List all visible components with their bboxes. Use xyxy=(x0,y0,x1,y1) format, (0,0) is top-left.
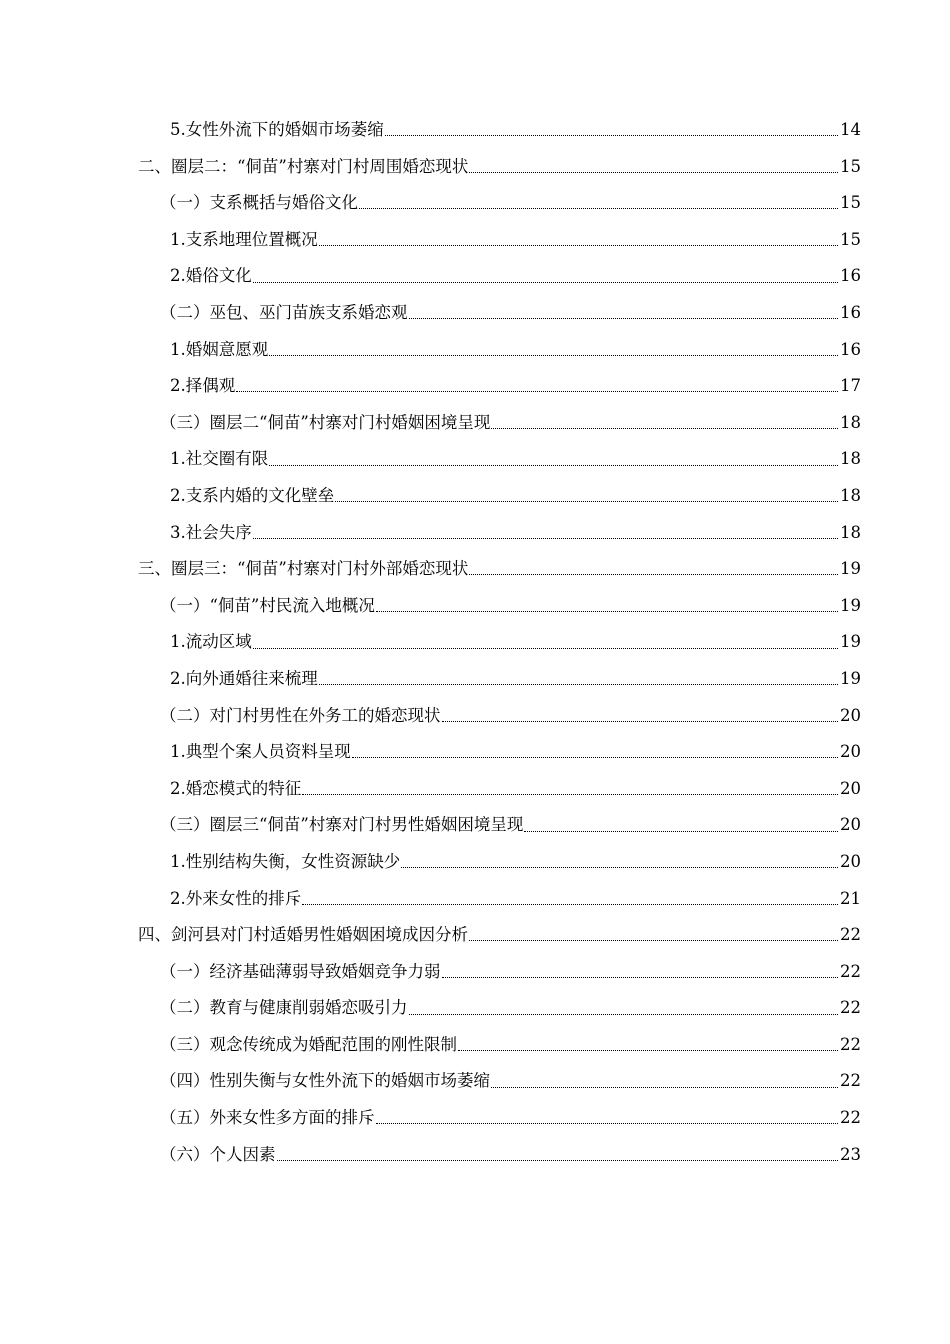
toc-entry[interactable] xyxy=(0,441,950,478)
toc-entry-label: （六）个人因素 xyxy=(160,1144,276,1164)
toc-entry[interactable] xyxy=(0,624,950,661)
toc-entry-label: 2.外来女性的排斥 xyxy=(170,888,302,908)
toc-entry[interactable] xyxy=(0,771,950,808)
toc-page-number: 22 xyxy=(840,925,861,945)
toc-dot-leader xyxy=(385,135,838,136)
toc-entry-label: （三）圈层三“侗苗”村寨对门村男性婚姻困境呈现 xyxy=(160,815,524,835)
toc-dot-leader xyxy=(401,867,838,868)
toc-page-number: 23 xyxy=(840,1144,861,1164)
toc-dot-leader xyxy=(469,574,838,575)
toc-entry[interactable] xyxy=(0,588,950,625)
toc-entry[interactable] xyxy=(0,990,950,1027)
toc-entry[interactable] xyxy=(0,478,950,515)
toc-dot-leader xyxy=(236,391,838,392)
toc-entry-label: 1.流动区域 xyxy=(170,632,252,652)
toc-page-number: 22 xyxy=(840,961,861,981)
toc-entry[interactable] xyxy=(0,222,950,259)
toc-entry[interactable] xyxy=(0,1063,950,1100)
toc-entry-label: 1.婚姻意愿观 xyxy=(170,339,269,359)
toc-page-number: 21 xyxy=(840,888,861,908)
toc-dot-leader xyxy=(253,282,838,283)
toc-page-number: 16 xyxy=(840,266,861,286)
toc-dot-leader xyxy=(524,831,838,832)
toc-entry-label: （一）“侗苗”村民流入地概况 xyxy=(160,595,375,615)
toc-entry[interactable] xyxy=(0,917,950,954)
toc-entry[interactable] xyxy=(0,332,950,369)
toc-dot-leader xyxy=(302,904,838,905)
toc-entry-label: （二）教育与健康削弱婚恋吸引力 xyxy=(160,998,408,1018)
toc-page-number: 17 xyxy=(840,376,861,396)
toc-dot-leader xyxy=(269,465,838,466)
toc-page-number: 18 xyxy=(840,485,861,505)
toc-entry[interactable] xyxy=(0,295,950,332)
toc-dot-leader xyxy=(442,977,839,978)
toc-dot-leader xyxy=(376,1123,839,1124)
toc-entry[interactable] xyxy=(0,1137,950,1174)
toc-entry-label: 2.婚俗文化 xyxy=(170,266,252,286)
toc-entry[interactable] xyxy=(0,149,950,186)
toc-page-number: 15 xyxy=(840,193,861,213)
toc-entry-label: （三）圈层二“侗苗”村寨对门村婚姻困境呈现 xyxy=(160,412,491,432)
toc-page-number: 22 xyxy=(840,998,861,1018)
toc-page-number: 20 xyxy=(840,778,861,798)
toc-entry[interactable] xyxy=(0,258,950,295)
toc-dot-leader xyxy=(319,245,838,246)
toc-dot-leader xyxy=(359,208,838,209)
toc-entry[interactable] xyxy=(0,807,950,844)
toc-page-number: 18 xyxy=(840,412,861,432)
toc-entry-label: 三、圈层三：“侗苗”村寨对门村外部婚恋现状 xyxy=(138,559,469,579)
toc-entry[interactable] xyxy=(0,515,950,552)
toc-dot-leader xyxy=(352,757,838,758)
toc-entry[interactable] xyxy=(0,405,950,442)
toc-entry-label: （二）对门村男性在外务工的婚恋现状 xyxy=(160,705,441,725)
toc-entry-label: 1.性别结构失衡，女性资源缺少 xyxy=(170,851,401,871)
toc-page-number: 20 xyxy=(840,742,861,762)
toc-entry-label: 5.女性外流下的婚姻市场萎缩 xyxy=(170,120,384,140)
toc-entry-label: （四）性别失衡与女性外流下的婚姻市场萎缩 xyxy=(160,1071,490,1091)
toc-entry[interactable] xyxy=(0,661,950,698)
toc-page-number: 18 xyxy=(840,522,861,542)
toc-entry-label: （五）外来女性多方面的排斥 xyxy=(160,1108,375,1128)
toc-page-number: 16 xyxy=(840,339,861,359)
toc-dot-leader xyxy=(491,1087,838,1088)
table-of-contents xyxy=(0,112,950,1173)
toc-entry[interactable] xyxy=(0,954,950,991)
toc-dot-leader xyxy=(491,428,838,429)
toc-entry-label: 2.向外通婚往来梳理 xyxy=(170,668,318,688)
toc-entry-label: 四、剑河县对门村适婚男性婚姻困境成因分析 xyxy=(138,925,468,945)
toc-dot-leader xyxy=(269,355,838,356)
toc-dot-leader xyxy=(253,648,838,649)
toc-dot-leader xyxy=(335,501,838,502)
toc-page-number: 19 xyxy=(840,668,861,688)
toc-dot-leader xyxy=(409,1014,839,1015)
toc-page-number: 15 xyxy=(840,229,861,249)
toc-entry-label: 1.典型个案人员资料呈现 xyxy=(170,742,351,762)
toc-dot-leader xyxy=(458,1050,838,1051)
toc-dot-leader xyxy=(469,172,838,173)
toc-entry-label: 2.支系内婚的文化壁垒 xyxy=(170,485,335,505)
toc-entry[interactable] xyxy=(0,185,950,222)
toc-entry[interactable] xyxy=(0,880,950,917)
toc-page-number: 19 xyxy=(840,559,861,579)
toc-dot-leader xyxy=(469,940,838,941)
toc-entry-label: （一）经济基础薄弱导致婚姻竞争力弱 xyxy=(160,961,441,981)
toc-page-number: 16 xyxy=(840,303,861,323)
toc-dot-leader xyxy=(319,684,838,685)
toc-entry[interactable] xyxy=(0,112,950,149)
toc-entry-label: 1.支系地理位置概况 xyxy=(170,229,318,249)
toc-dot-leader xyxy=(409,318,839,319)
toc-page-number: 20 xyxy=(840,815,861,835)
toc-page-number: 22 xyxy=(840,1034,861,1054)
toc-page-number: 18 xyxy=(840,449,861,469)
toc-entry-label: （一）支系概括与婚俗文化 xyxy=(160,193,358,213)
toc-entry-label: 2.择偶观 xyxy=(170,376,236,396)
toc-entry[interactable] xyxy=(0,734,950,771)
toc-dot-leader xyxy=(442,721,839,722)
toc-entry[interactable] xyxy=(0,1027,950,1064)
toc-entry-label: （二）巫包、巫门苗族支系婚恋观 xyxy=(160,303,408,323)
toc-dot-leader xyxy=(302,794,838,795)
toc-page-number: 19 xyxy=(840,595,861,615)
toc-entry-label: 二、圈层二：“侗苗”村寨对门村周围婚恋现状 xyxy=(138,156,469,176)
toc-page-number: 20 xyxy=(840,705,861,725)
toc-page-number: 14 xyxy=(840,120,861,140)
toc-dot-leader xyxy=(277,1160,839,1161)
toc-entry-label: 3.社会失序 xyxy=(170,522,252,542)
toc-page-number: 22 xyxy=(840,1108,861,1128)
toc-entry[interactable] xyxy=(0,698,950,735)
toc-entry[interactable] xyxy=(0,368,950,405)
toc-entry[interactable] xyxy=(0,844,950,881)
toc-entry-label: （三）观念传统成为婚配范围的刚性限制 xyxy=(160,1034,457,1054)
toc-dot-leader xyxy=(376,611,838,612)
toc-page-number: 22 xyxy=(840,1071,861,1091)
toc-page-number: 19 xyxy=(840,632,861,652)
toc-page-number: 15 xyxy=(840,156,861,176)
toc-entry-label: 1.社交圈有限 xyxy=(170,449,269,469)
toc-entry-label: 2.婚恋模式的特征 xyxy=(170,778,302,798)
toc-entry[interactable] xyxy=(0,551,950,588)
toc-entry[interactable] xyxy=(0,1100,950,1137)
toc-dot-leader xyxy=(253,538,838,539)
toc-page-number: 20 xyxy=(840,851,861,871)
